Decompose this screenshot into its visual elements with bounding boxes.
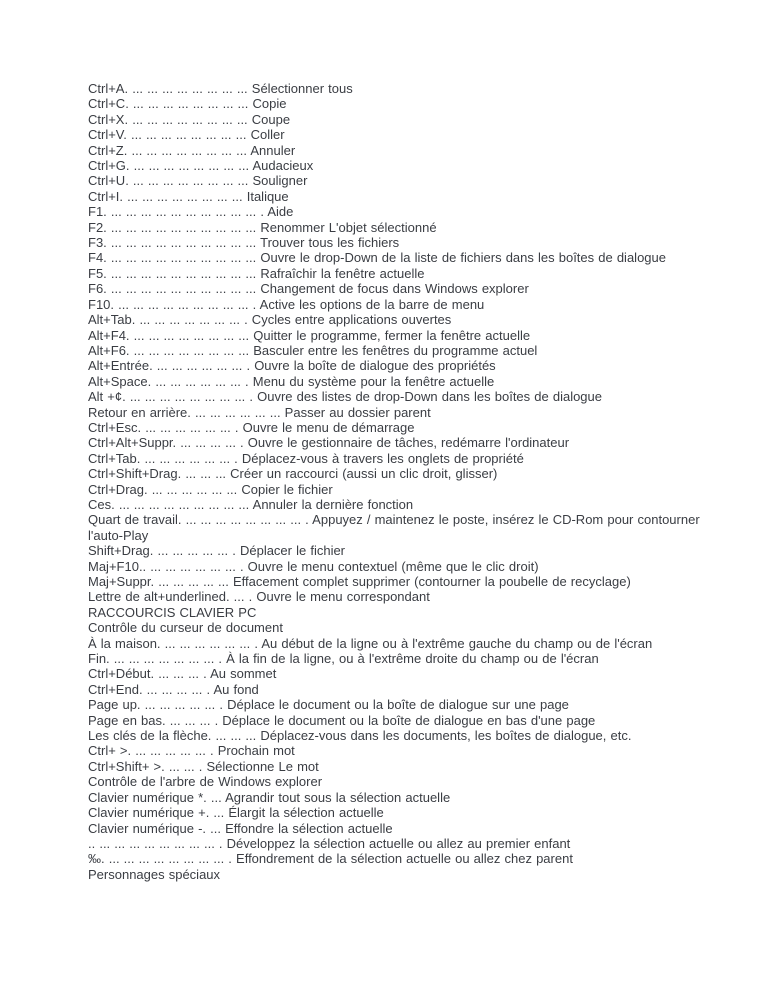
- document-line: Alt+F6. ... ... ... ... ... ... ... ... Basculer entre les fenêtres du programme actuel: [88, 342, 538, 358]
- document-line: F4. ... ... ... ... ... ... ... ... ... ... Ouvre le drop-Down de la liste de fichiers dans les boîtes de dialogue: [88, 250, 666, 266]
- document-line: Contrôle du curseur de document: [88, 620, 283, 636]
- document-line: Alt+Entrée. ... ... ... ... ... ... . Ouvre la boîte de dialogue des propriétés: [88, 358, 496, 374]
- document-line: Ctrl+C. ... ... ... ... ... ... ... ... Copie: [88, 96, 287, 112]
- document-line: Personnages spéciaux: [88, 866, 221, 882]
- document-line: F10. ... ... ... ... ... ... ... ... ... . Active les options de la barre de menu: [88, 296, 485, 312]
- document-line: Ctrl+Début. ... ... ... . Au sommet: [88, 666, 277, 682]
- document-line: Ctrl+Z. ... ... ... ... ... ... ... ... Annuler: [88, 142, 296, 158]
- document-line: Ctrl+Esc. ... ... ... ... ... ... . Ouvre le menu de démarrage: [88, 419, 415, 435]
- document-line: Clavier numérique -. ... Effondre la sélection actuelle: [88, 820, 393, 836]
- document-line: Alt+Tab. ... ... ... ... ... ... ... . Cycles entre applications ouvertes: [88, 312, 452, 328]
- document-line: F5. ... ... ... ... ... ... ... ... ... ... Rafraîchir la fenêtre actuelle: [88, 265, 425, 281]
- document-line: Clavier numérique +. ... Élargit la sélection actuelle: [88, 805, 384, 821]
- document-content: [88, 81, 708, 882]
- document-line: Ctrl+V. ... ... ... ... ... ... ... ... Coller: [88, 127, 285, 143]
- document-line: F3. ... ... ... ... ... ... ... ... ... ... Trouver tous les fichiers: [88, 235, 400, 251]
- document-line: Alt+Space. ... ... ... ... ... ... . Menu du système pour la fenêtre actuelle: [88, 373, 495, 389]
- document-line: .. ... ... ... ... ... ... ... ... . Développez la sélection actuelle ou allez au premier enfant: [88, 835, 571, 851]
- document-line: Ctrl+X. ... ... ... ... ... ... ... ... Coupe: [88, 111, 291, 127]
- document-line: Ctrl+Tab. ... ... ... ... ... ... . Déplacez-vous à travers les onglets de propriété: [88, 450, 524, 466]
- document-line: Ctrl+Shift+Drag. ... ... ... Créer un raccourci (aussi un clic droit, glisser): [88, 466, 498, 482]
- document-line: Ctrl+ >. ... ... ... ... ... . Prochain mot: [88, 743, 295, 759]
- document-line: Maj+F10.. ... ... ... ... ... ... . Ouvre le menu contextuel (même que le clic droit): [88, 558, 539, 574]
- document-line: ‰. ... ... ... ... ... ... ... ... . Effondrement de la sélection actuelle ou allez chez parent: [88, 851, 573, 867]
- document-line: Lettre de alt+underlined. ... . Ouvre le menu correspondant: [88, 589, 430, 605]
- document-line: Fin. ... ... ... ... ... ... ... . À la fin de la ligne, ou à l'extrême droite du champ ou de l'écran: [88, 651, 599, 667]
- document-line: Clavier numérique *. ... Agrandir tout sous la sélection actuelle: [88, 789, 451, 805]
- document-line: Page up. ... ... ... ... ... . Déplace le document ou la boîte de dialogue sur une page: [88, 697, 569, 713]
- document-line: Maj+Suppr. ... ... ... ... ... Effacement complet supprimer (contourner la poubelle de recyclage): [88, 574, 631, 589]
- document-line: F6. ... ... ... ... ... ... ... ... ... ... Changement de focus dans Windows explorer: [88, 281, 529, 297]
- document-line: Ctrl+I. ... ... ... ... ... ... ... ... Italique: [88, 188, 289, 204]
- document-line: Ctrl+Shift+ >. ... ... . Sélectionne Le mot: [88, 758, 319, 774]
- document-line: Retour en arrière. ... ... ... ... ... ... Passer au dossier parent: [88, 404, 431, 420]
- document-line: Ctrl+G. ... ... ... ... ... ... ... ... Audacieux: [88, 158, 314, 174]
- document-line: Alt +¢. ... ... ... ... ... ... ... ... . Ouvre des listes de drop-Down dans les boîtes de dialogue: [88, 389, 602, 405]
- document-line: Les clés de la flèche. ... ... ... Déplacez-vous dans les documents, les boîtes de dialogue, etc.: [88, 728, 632, 744]
- document-line: F2. ... ... ... ... ... ... ... ... ... ... Renommer L'objet sélectionné: [88, 219, 437, 235]
- document-line: Contrôle de l'arbre de Windows explorer: [88, 774, 323, 790]
- document-line: RACCOURCIS CLAVIER PC: [88, 604, 257, 620]
- document-line: Ctrl+U. ... ... ... ... ... ... ... ... Souligner: [88, 173, 308, 189]
- document-line: Ctrl+A. ... ... ... ... ... ... ... ... Sélectionner tous: [88, 81, 353, 96]
- document-line: Quart de travail. ... ... ... ... ... ... ... ... . Appuyez / maintenez le poste, insérez le CD-Rom pour contourner l'auto-Play: [88, 512, 700, 543]
- document-line: Ctrl+End. ... ... ... ... . Au fond: [88, 681, 259, 697]
- document-line: Page en bas. ... ... ... . Déplace le document ou la boîte de dialogue en bas d'une page: [88, 712, 596, 728]
- document-line: Shift+Drag. ... ... ... ... ... . Déplacer le fichier: [88, 543, 346, 559]
- document-line: À la maison. ... ... ... ... ... ... . Au début de la ligne ou à l'extrême gauche du champ ou de l'écran: [88, 635, 653, 651]
- document-line: Ctrl+Alt+Suppr. ... ... ... ... . Ouvre le gestionnaire de tâches, redémarre l'ordinateur: [88, 435, 570, 451]
- document-line: Alt+F4. ... ... ... ... ... ... ... ... Quitter le programme, fermer la fenêtre actuelle: [88, 327, 531, 343]
- document-line: Ces. ... ... ... ... ... ... ... ... ... Annuler la dernière fonction: [88, 496, 414, 512]
- document-line: Ctrl+Drag. ... ... ... ... ... ... Copier le fichier: [88, 481, 333, 497]
- document-line: F1. ... ... ... ... ... ... ... ... ... ... . Aide: [88, 204, 294, 220]
